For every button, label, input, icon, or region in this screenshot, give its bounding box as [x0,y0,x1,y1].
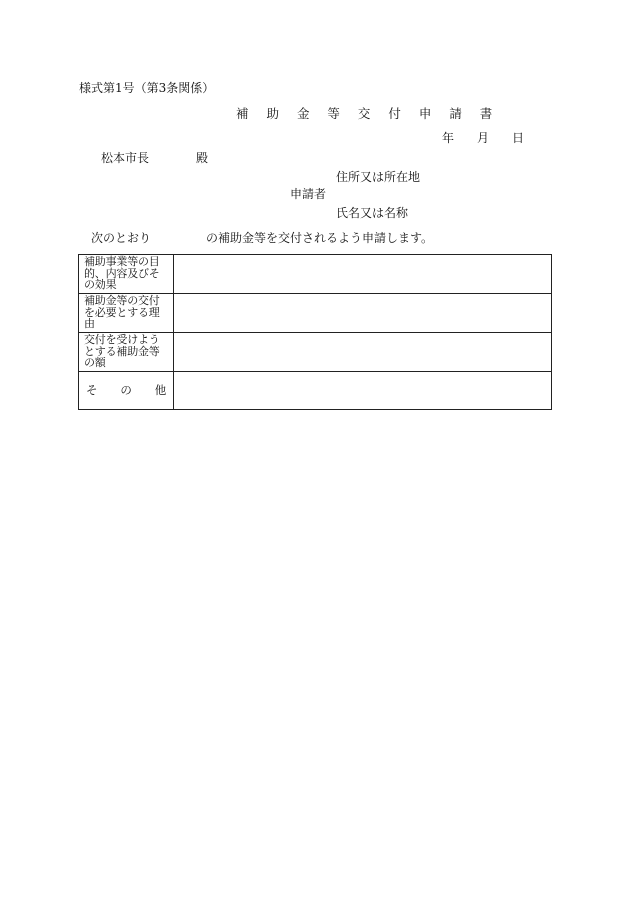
amount-field[interactable] [174,333,552,372]
table-row-reason [79,294,552,333]
other-field[interactable] [174,372,552,410]
body-text-before-blank: 次のとおり [91,231,152,245]
form-number: 様式第1号（第3条関係） [79,81,215,95]
application-table [78,254,552,410]
purpose-field[interactable] [174,255,552,294]
table-row-purpose [79,255,552,294]
addressee-honorific: 殿 [196,151,209,165]
date-month-label: 月 [477,131,490,145]
addressee-name: 松本市長 [101,151,150,165]
date-day-label: 日 [512,131,525,145]
other-label-char-2: の [120,382,132,397]
amount-label: 交付を受けようとする補助金等の額 [79,333,174,372]
reason-label: 補助金等の交付を必要とする理由 [79,294,174,333]
reason-field[interactable] [174,294,552,333]
date-year-label: 年 [442,131,455,145]
table-row-other [79,372,552,410]
document-title: 補 助 金 等 交 付 申 請 書 [236,106,500,121]
other-label-char-1: そ [86,382,98,397]
other-label [79,372,174,410]
applicant-label: 申請者 [290,187,327,201]
body-text-after-blank: の補助金等を交付されるよう申請します。 [206,231,434,245]
applicant-name-label: 氏名又は名称 [336,206,409,220]
applicant-address-label: 住所又は所在地 [336,170,421,184]
other-label-char-3: 他 [154,382,166,397]
purpose-label: 補助事業等の目的、内容及びその効果 [79,255,174,294]
table-row-amount [79,333,552,372]
